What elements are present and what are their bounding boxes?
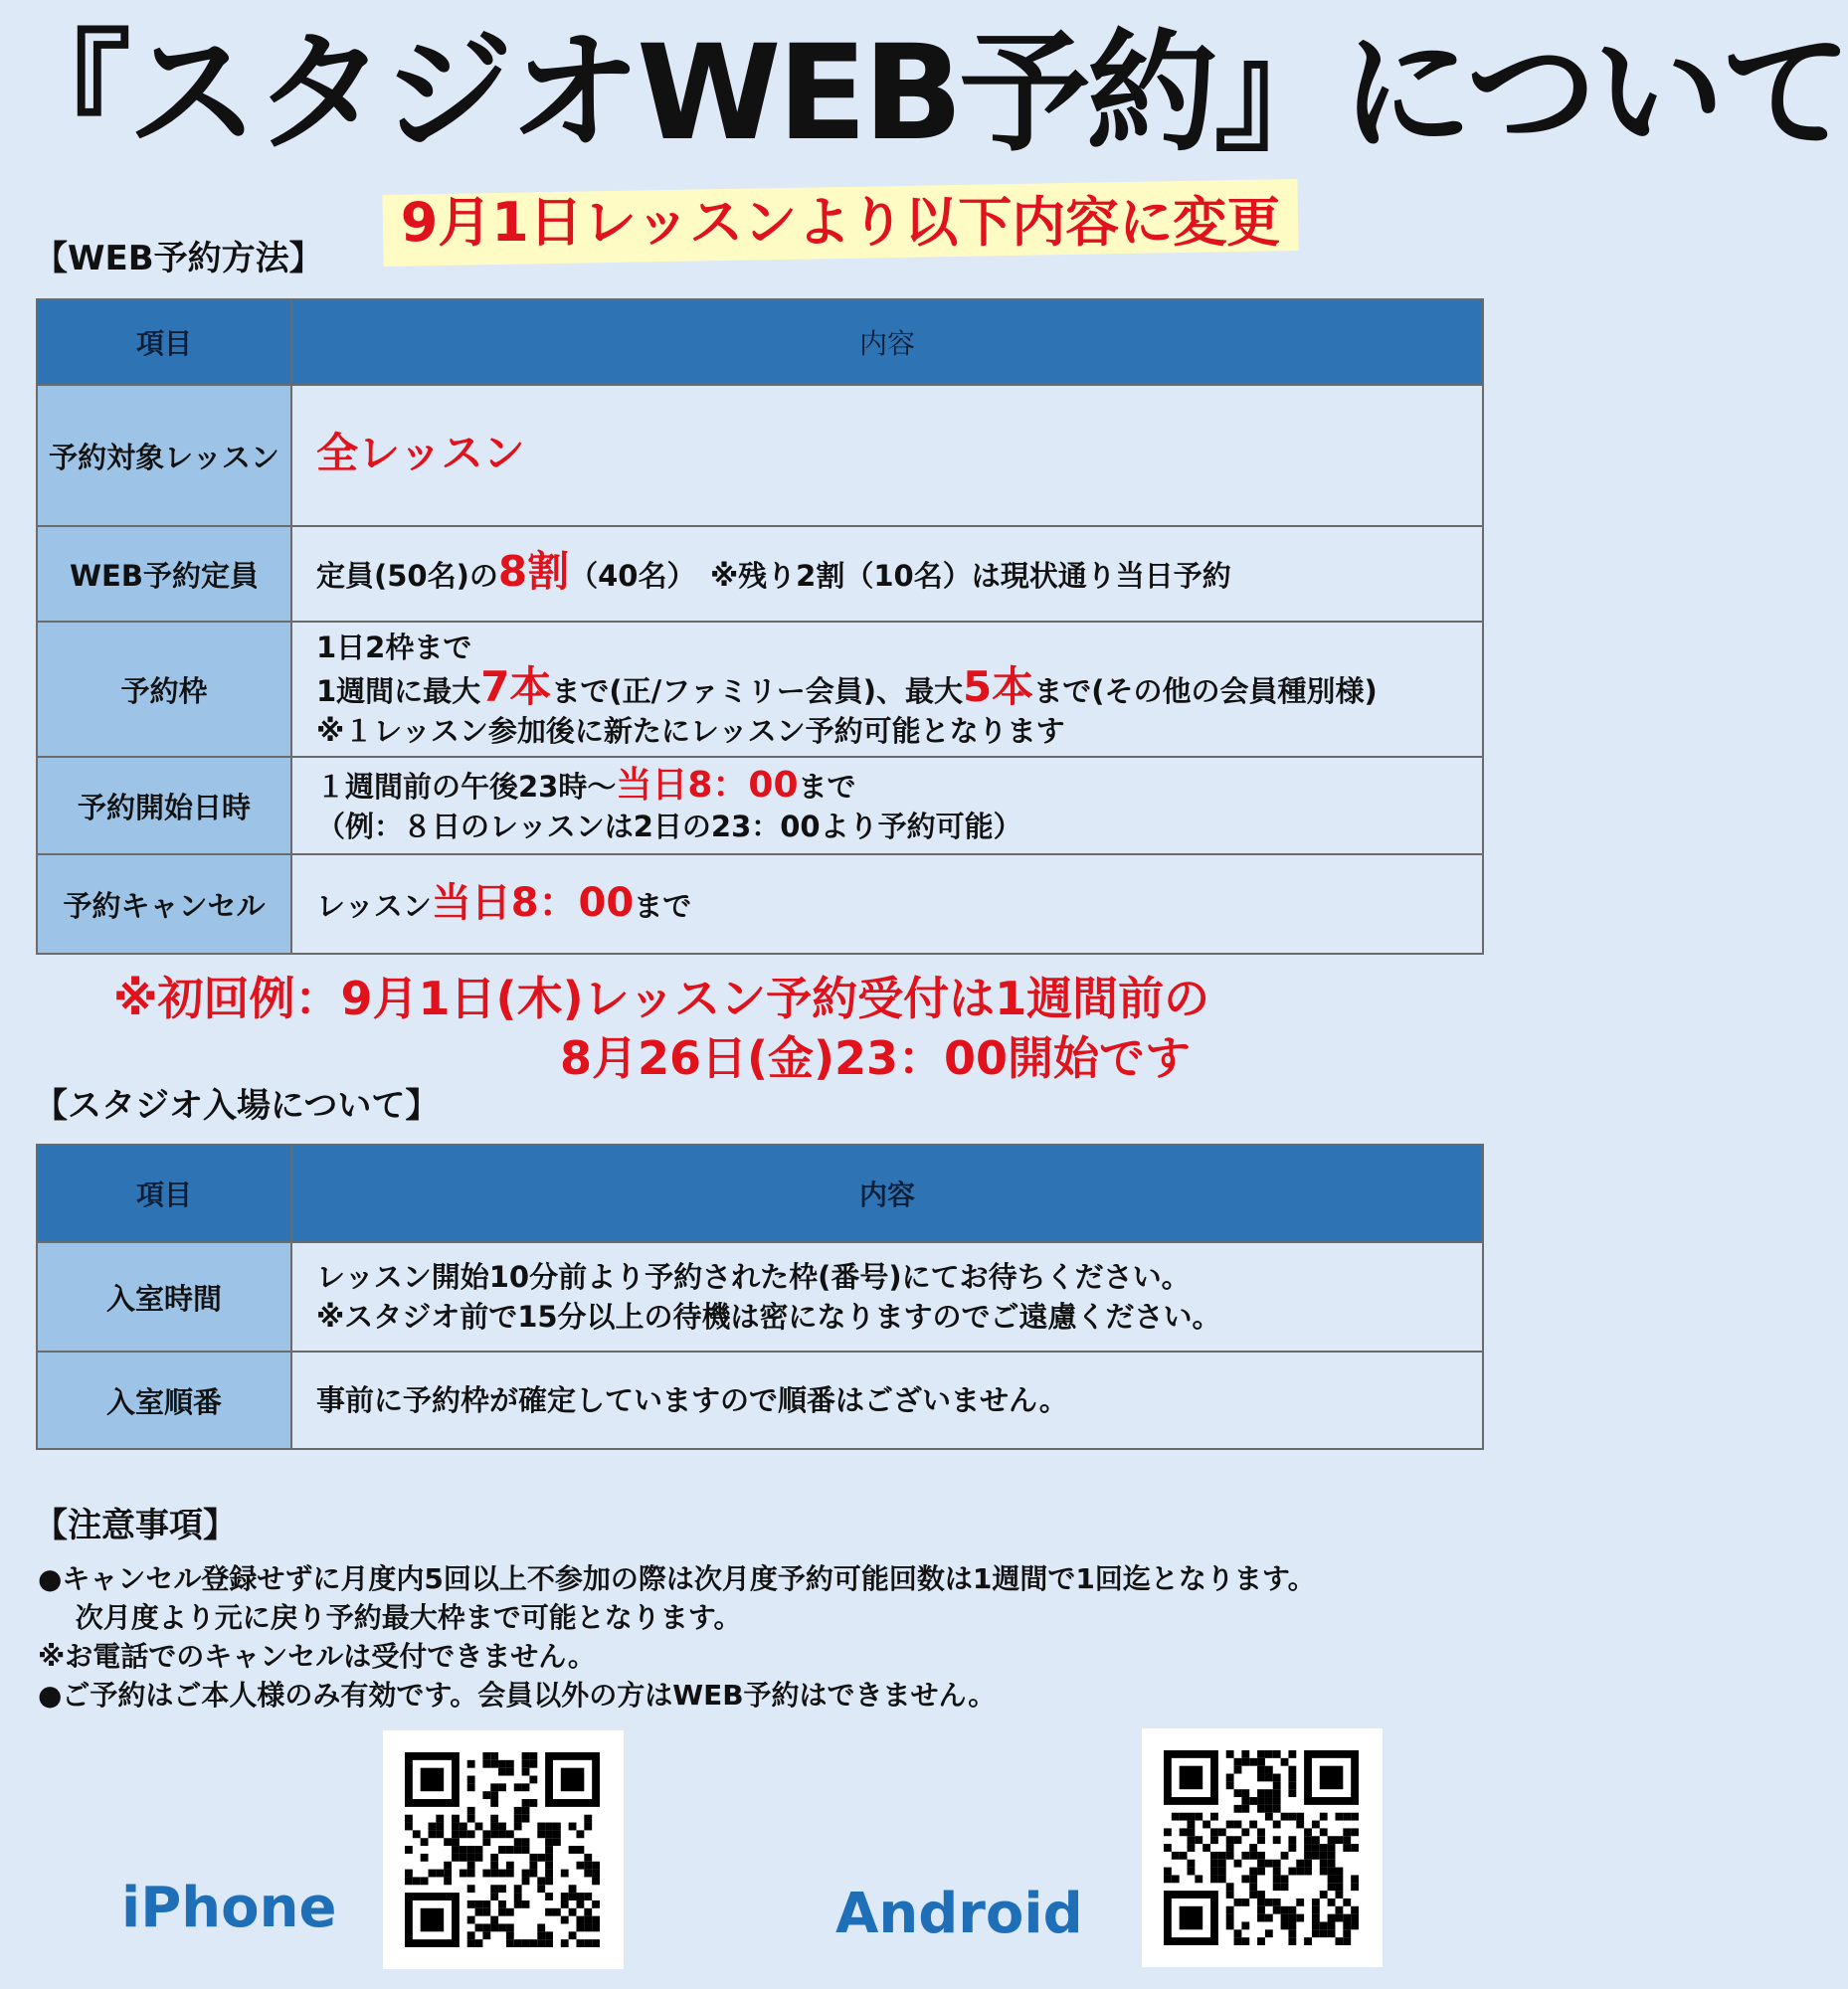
iphone-qr-code[interactable]: [383, 1730, 624, 1969]
section-heading-studio-entry: 【スタジオ入場について】: [34, 1086, 440, 1126]
web-reservation-table: [36, 298, 1484, 955]
highlight: 当日8：00: [616, 764, 799, 806]
table-header-row: [37, 1145, 1483, 1242]
text-line: [316, 662, 1482, 711]
text: まで(その他の会員種別様): [1033, 674, 1378, 708]
highlight: 7本: [480, 662, 552, 711]
table-header-row: [37, 299, 1483, 385]
text-line: レッスン開始10分前より予約された枠(番号)にてお待ちください。: [316, 1260, 1191, 1294]
table-row: [37, 622, 1483, 757]
text-line: 1日2枠まで: [316, 631, 472, 664]
caution-item: 次月度より元に戻り予約最大枠まで可能となります。: [38, 1601, 742, 1634]
row-value: [291, 1242, 1483, 1352]
row-value: [291, 757, 1483, 854]
text: 1週間に最大: [316, 674, 481, 708]
subtitle: 9月1日レッスンより以下内容に変更: [400, 191, 1281, 254]
qr-code-icon: [403, 1752, 602, 1947]
text: 定員(50名)の: [316, 559, 498, 593]
row-value: [291, 622, 1483, 757]
highlight: 8割: [497, 547, 570, 596]
text: レッスン: [316, 888, 432, 923]
row-value: [291, 854, 1483, 954]
row-label: WEB予約定員: [37, 526, 291, 622]
header-content: 内容: [291, 1145, 1483, 1242]
row-label: 予約枠: [37, 622, 291, 757]
row-value: [291, 526, 1483, 622]
text: まで: [798, 769, 856, 804]
row-label: 予約対象レッスン: [37, 385, 291, 526]
table-row: [37, 385, 1483, 526]
row-label: 予約キャンセル: [37, 854, 291, 954]
table-row: [37, 854, 1483, 954]
header-item: 項目: [37, 1145, 291, 1242]
text-line: [316, 766, 1482, 807]
android-label: Android: [835, 1882, 1083, 1946]
first-time-notice-line2: 8月26日(金)23：00開始です: [559, 1031, 1192, 1085]
text: まで(正/ファミリー会員)、最大: [551, 674, 963, 708]
row-label: 予約開始日時: [37, 757, 291, 854]
row-label: 入室順番: [37, 1352, 291, 1449]
all-lessons-value: 全レッスン: [316, 429, 525, 477]
table-row: [37, 1352, 1483, 1449]
row-value: [291, 385, 1483, 526]
header-content: 内容: [291, 299, 1483, 385]
iphone-label: iPhone: [121, 1876, 337, 1940]
text-line: （例：８日のレッスンは2日の23：00より予約可能）: [316, 809, 1022, 843]
header-item: 項目: [37, 299, 291, 385]
row-value: 事前に予約枠が確定していますので順番はございません。: [291, 1352, 1483, 1449]
text-line: ※１レッスン参加後に新たにレッスン予約可能となります: [316, 714, 1065, 748]
page-title: 『スタジオWEB予約』について: [0, 17, 1848, 170]
table-row: [37, 526, 1483, 622]
text: （40名） ※残り2割（10名）は現状通り当日予約: [569, 559, 1231, 593]
text: １週間前の午後23時～: [316, 769, 617, 804]
table-row: [37, 757, 1483, 854]
caution-item: ●ご予約はご本人様のみ有効です。会員以外の方はWEB予約はできません。: [38, 1679, 997, 1712]
highlight: 5本: [962, 662, 1034, 711]
first-time-notice-line1: ※初回例：9月1日(木)レッスン予約受付は1週間前の: [112, 972, 1210, 1025]
caution-item: ●キャンセル登録せずに月度内5回以上不参加の際は次月度予約可能回数は1週間で1回迄となります。: [38, 1562, 1316, 1595]
caution-item: ※お電話でのキャンセルは受付できません。: [38, 1640, 596, 1673]
table-row: [37, 1242, 1483, 1352]
cautions-list: [38, 1559, 1316, 1715]
section-heading-web-reservation: 【WEB予約方法】: [34, 239, 323, 278]
android-qr-code[interactable]: [1142, 1728, 1383, 1967]
qr-code-icon: [1162, 1750, 1361, 1945]
section-heading-cautions: 【注意事項】: [34, 1506, 237, 1545]
text: まで: [634, 888, 692, 923]
studio-entry-table: [36, 1144, 1484, 1450]
highlight: 当日8：00: [431, 879, 635, 926]
text-line: ※スタジオ前で15分以上の待機は密になりますのでご遠慮ください。: [316, 1300, 1221, 1334]
row-label: 入室時間: [37, 1242, 291, 1352]
